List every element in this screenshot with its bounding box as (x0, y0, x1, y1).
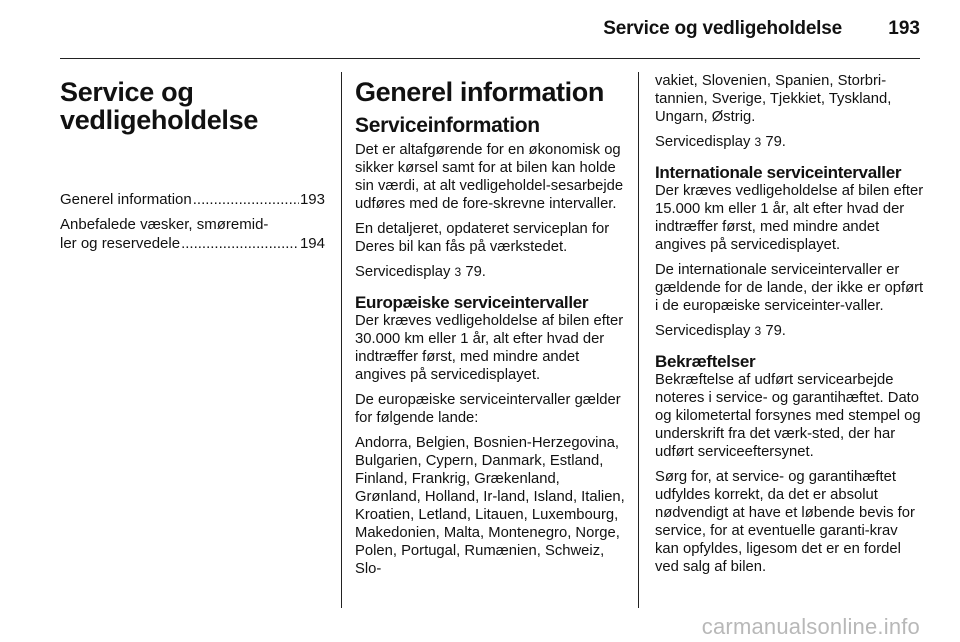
service-display-reference[interactable] (655, 322, 925, 340)
chapter-title-line-2: vedligeholdelse (60, 105, 259, 135)
country-list-cont: vakiet, Slovenien, Spanien, Storbri-tannien, Sverige, Tjekkiet, Tyskland, Ungarn, Østrig. (655, 73, 892, 125)
toc-entry-label-cont: ler og reservedele (60, 235, 181, 252)
paragraph: Der kræves vedligeholdelse af bilen efter 30.000 km eller 1 år, alt efter hvad der indtræffer først, med mindre andet angives på servicedisplayet. (355, 313, 624, 383)
table-of-contents (60, 190, 325, 253)
toc-leader-dots (193, 190, 299, 209)
reference-label: Servicedisplay (655, 323, 751, 339)
toc-leader-dots (181, 234, 299, 253)
reference-arrow-icon: 3 (754, 135, 762, 149)
chapter-title (60, 78, 325, 134)
country-list: Andorra, Belgien, Bosnien-Herzegovina, Bulgarien, Cypern, Danmark, Estland, Finland, Frankrig, Grækenland, Grønland, Holland, Ir-land, Island, Italien, Kroatien, Letland, Litauen, Luxembourg, Makedonien, Malta, Montenegro, Norge, Polen, Portugal, Rumænien, Schweiz, Slo- (355, 435, 625, 577)
reference-page: 79. (765, 323, 786, 339)
heading-service-information: Serviceinformation (355, 114, 540, 137)
reference-label: Servicedisplay (655, 134, 751, 150)
paragraph: De internationale serviceintervaller er gældende for de lande, der ikke er opført i de europæiske serviceinter-valler. (655, 262, 924, 314)
toc-entry-general-information[interactable] (60, 190, 325, 209)
column-divider-1 (341, 72, 342, 608)
reference-arrow-icon: 3 (754, 324, 762, 338)
paragraph: Bekræftelse af udført servicearbejde noteres i service- og garantihæftet. Dato og kilometertal forsynes med stempel og underskrift fra det værk-sted, der har udført serviceeftersynet. (655, 372, 921, 460)
column-divider-2 (638, 72, 639, 608)
chapter-title-line-1: Service og (60, 77, 194, 107)
paragraph: Det er altafgørende for en økonomisk og sikker kørsel samt for at bilen kan holde sin værdi, at alt vedligeholdel-sesarbejde udføres med de fore-skrevne intervaller. (355, 142, 624, 212)
paragraph: Der kræves vedligeholdelse af bilen efter 15.000 km eller 1 år, alt efter hvad der indtræffer først, med mindre andet angives på servicedisplayet. (655, 183, 924, 253)
service-display-reference[interactable] (655, 133, 925, 151)
toc-entry-label: Anbefalede væsker, smøremid- (60, 216, 269, 233)
chapter-column (60, 72, 325, 259)
reference-arrow-icon: 3 (454, 265, 462, 279)
toc-entry-page: 194 (299, 235, 325, 252)
page-number: 193 (888, 18, 920, 39)
toc-entry-recommended-fluids[interactable] (60, 215, 325, 253)
paragraph: En detaljeret, opdateret serviceplan for Deres bil kan fås på værkstedet. (355, 221, 610, 255)
content-column-2 (655, 72, 925, 576)
paragraph: Sørg for, at service- og garantihæftet udfyldes korrekt, da det er absolut nødvendigt at have et løbende bevis for service, for at eventuelle garanti-krav kan opfyldes, ligesom det er en fordel ved salg af bilen. (655, 469, 915, 575)
reference-label: Servicedisplay (355, 264, 451, 280)
service-display-reference[interactable] (355, 263, 625, 281)
toc-entry-page: 193 (299, 191, 325, 208)
heading-international-intervals: Internationale serviceintervaller (655, 163, 902, 182)
section-title: Generel information (355, 77, 604, 107)
heading-european-intervals: Europæiske serviceintervaller (355, 293, 589, 312)
header-divider (60, 58, 920, 59)
running-header-title: Service og vedligeholdelse (603, 18, 842, 39)
content-column-1 (355, 72, 625, 578)
heading-confirmations: Bekræftelser (655, 352, 756, 371)
paragraph: De europæiske serviceintervaller gælder for følgende lande: (355, 392, 621, 426)
watermark: carmanualsonline.info (701, 614, 920, 639)
reference-page: 79. (765, 134, 786, 150)
reference-page: 79. (465, 264, 486, 280)
toc-entry-label: Generel information (60, 191, 192, 208)
